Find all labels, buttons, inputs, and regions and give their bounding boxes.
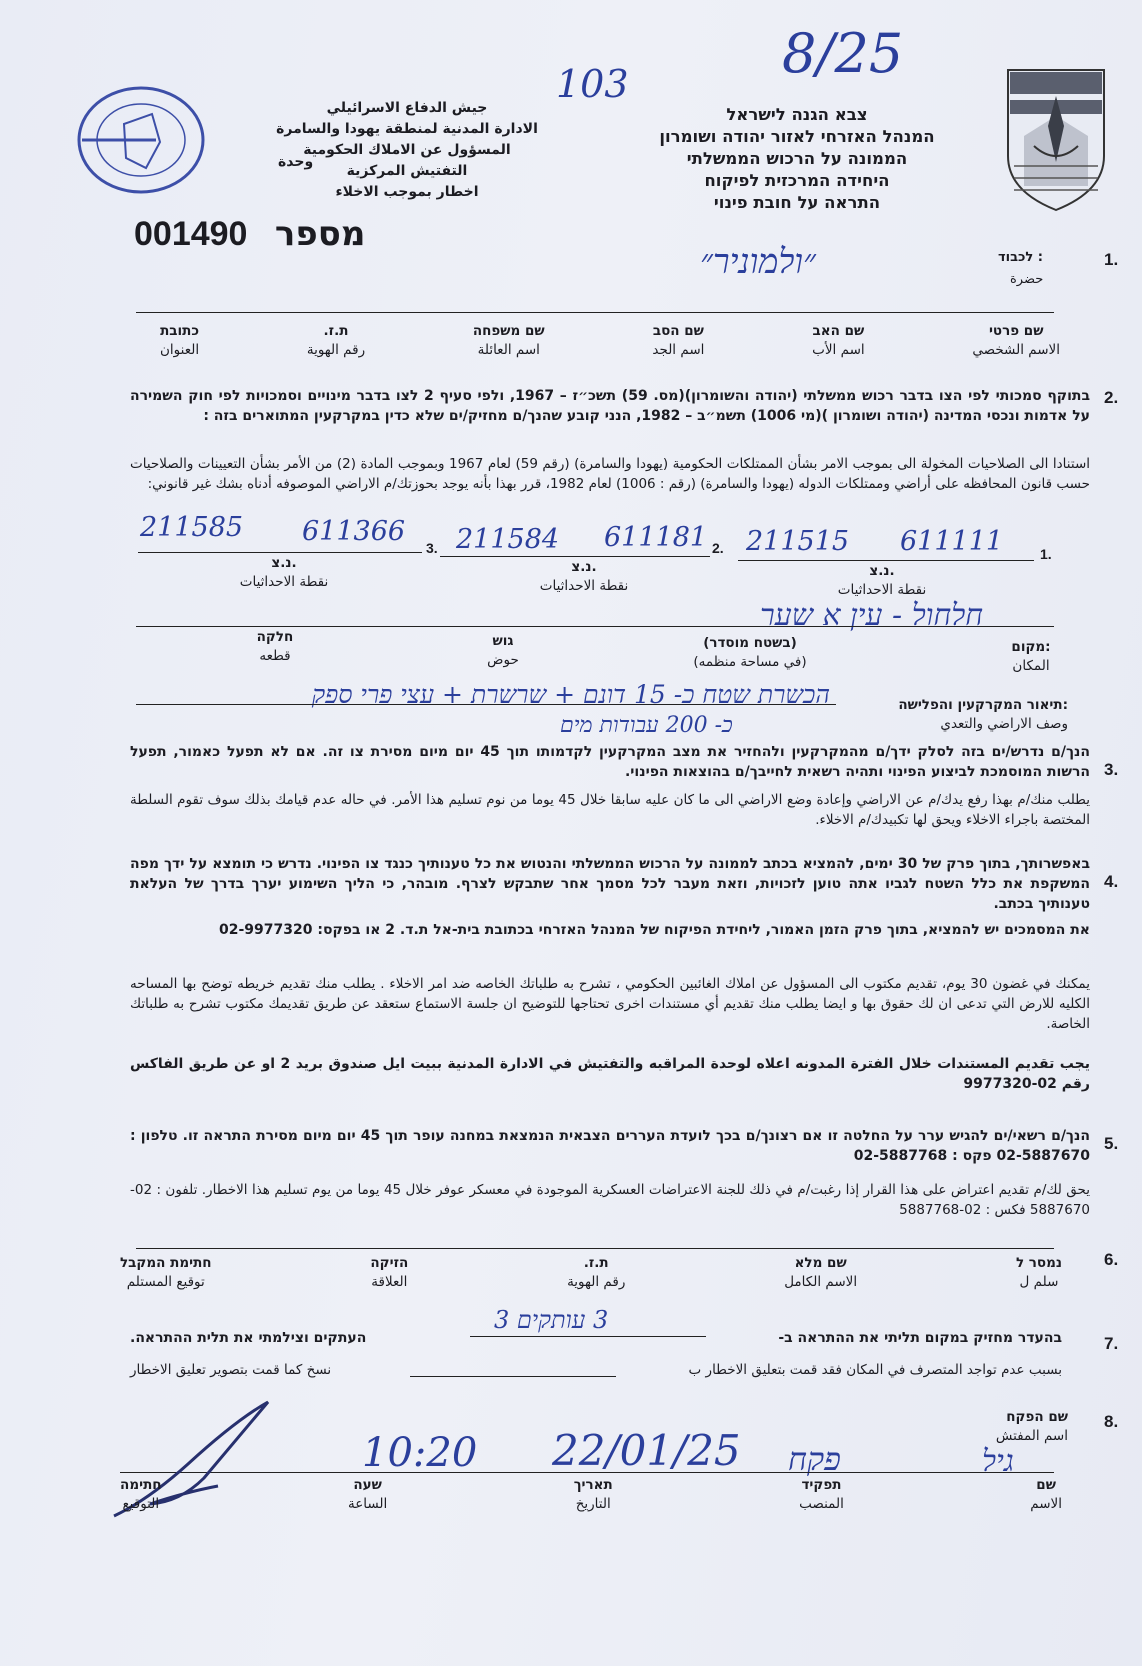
- section-6-line: [136, 1248, 1054, 1249]
- section-7-arabic-2: نسخ كما قمت بتصوير تعليق الاخطار: [130, 1362, 332, 1378]
- coord-3-x: 611366: [302, 516, 406, 547]
- section-3-hebrew: הנך/ם נדרש/ים בזה לסלק ידך/ם מהמקרקעין ולהחזיר את מצב המקרקעין לקדמותו תוך 45 יום מיום מסירת צו זה. אם לא תפעל כאמור, תפעל הרשות המוסמכת לביצוע הפינוי ותהיה רשאית לחייבך/ם בהוצאות הפינוי.: [130, 744, 1090, 780]
- field-time: שעה الساعة: [347, 1477, 388, 1512]
- recipient-handwritten: ״ולמוניר״: [700, 242, 816, 282]
- section-7-arabic-1: بسبب عدم تواجد المتصرف في المكان فقد قمت بتعليق الاخطار ب: [688, 1362, 1062, 1378]
- section-8-fields: [120, 1476, 1062, 1514]
- time-handwritten: 10:20: [362, 1430, 478, 1476]
- header-ar-line: اخطار بموجب الاخلاء: [335, 184, 479, 200]
- coord-3-y: 211585: [140, 512, 244, 543]
- section-2-arabic: استنادا الى الصلاحيات المخولة الى بموجب الامر بشأن الممتلكات الحكومية (يهودا والسامرة) (رقم 59) لعام 1967 وبموجب المادة (2) من الأمر بشأن التعيينات والصلاحيات حسب قانون المحافظه على أراضي وممتلكات الدوله (يهودا والسامرة) (رقم : 1006) لعام 1982، قرر بهذا بأنه يوجد بحوزتك/م الاراضي الموصوفه أدناه بشك غير قانوني:: [130, 456, 1091, 492]
- section-8-number: 8.: [1104, 1412, 1119, 1431]
- header-he-line: צבא הגנה לישראל: [726, 105, 868, 124]
- section-7-number: 7.: [1104, 1334, 1119, 1353]
- field-role: תפקיד المنصب: [799, 1477, 844, 1512]
- field-full-name: שם מלא الاسم الكامل: [784, 1255, 858, 1290]
- header-ar-line: الادارة المدنية لمنطقة يهودا والسامرة: [276, 121, 538, 137]
- field-father-name: שם האב اسم الأب: [812, 323, 865, 358]
- coord-3-line: [138, 552, 422, 553]
- section-2-hebrew: בתוקף סמכותי לפי הצו בדבר רכוש ממשלתי (יהודה והשומרון)(מס. 59) תשכ״ז – 1967, ולפי סעיף 2 לצו בדבר מינויים וסמכויות לפי חוק השמירה על אדמות ונכסי המדינה (יהודה ושומרון )(מי 1006) תשמ״ב – 1982, הנני קובע שהנך/ם מחזיק/ים שלא כדין במקרקעין המתוארים בזה :: [130, 388, 1090, 424]
- handwritten-code: 8/25: [782, 22, 904, 85]
- field-relation: הזיקה العلاقة: [370, 1255, 409, 1290]
- place-handwritten: חלחול - עין א שער: [760, 598, 983, 633]
- coord-2-label: נ.צ. نقطة الاحداثيات: [539, 559, 629, 594]
- header-ar-line: التفتيش المركزية: [346, 163, 468, 179]
- field-signature: חתימה التوقيع: [120, 1477, 162, 1512]
- field-name: שם الاسم: [1030, 1477, 1062, 1512]
- description-handwritten-2: כ- 200 עבודות מים: [560, 713, 733, 738]
- number-value: 001490: [134, 215, 248, 253]
- date-handwritten: 22/01/25: [552, 1426, 741, 1475]
- description-line: [136, 704, 836, 705]
- section-4-arabic-bold: يجب تقديم المستندات خلال الفترة المدونه اعلاه لوحدة المراقبه والتفتيش في الادارة المدنية ببيت ايل صندوق بريد 2 او عن طريق الفاكس رقم 02-9977320: [130, 1056, 1090, 1092]
- field-id: ת.ז. رقم الهوية: [567, 1255, 626, 1290]
- header-he-line: היחידה המרכזית לפיקוח: [704, 171, 890, 190]
- section-1-fields: [160, 322, 1060, 360]
- section-4-hebrew-bold: את המסמכים יש להמציא, בתוך פרק הזמן האמור, ליחידת הפיקוח של המנהל האזרחי בכתובת בית-אל ת.ד. 2 או בפקס: 02-9977320: [218, 922, 1090, 938]
- coord-3-label: נ.צ. نقطة الاحداثيات: [239, 555, 329, 590]
- coord-2-x: 611181: [604, 522, 708, 553]
- block-label: גוש حوض: [487, 633, 519, 668]
- section-5-hebrew: הנך/ם רשאי/ים להגיש ערר על החלטה זו אם רצונך/ם בכך לועדת העררים הצבאית הנמצאת במחנה עופר תוך 45 יום מיום מסירת התראה זו. טלפון : 02-5887670 פקס : 02-5887768: [130, 1128, 1090, 1164]
- header-he-line: הממונה על הרכוש הממשלתי: [686, 149, 908, 168]
- section-4-arabic: يمكنك في غضون 30 يوم، تقديم مكتوب الى المسؤول عن املاك الغائبين الحكومي ، تشرح به طلباتك الخاصه ضد امر الاخلاء . يطلب منك تقديم خريطه توضح بها المساحه الكليه للارض التي تدعى ان لك حقوق بها و ايضا يطلب منك تقديم أي مستندات اخرى تحتاجها للتوضيح ان جلسة الاستماع ستعقد عن طريق تقديمك مكتوب تشرح به طلباتك الخاصة.: [130, 976, 1090, 1032]
- coord-2-y: 211584: [456, 524, 560, 555]
- section-2-number: 2.: [1104, 388, 1119, 407]
- coord-1-index: 1.: [1040, 546, 1052, 562]
- field-date: תאריך التاريخ: [573, 1477, 613, 1512]
- ar-copies-line: [410, 1376, 616, 1377]
- section-6-number: 6.: [1104, 1250, 1119, 1269]
- coord-2-index: 2.: [712, 540, 724, 556]
- arabic-unit-label: وحدة: [278, 154, 314, 170]
- coord-1-line: [738, 560, 1034, 561]
- official-stamp: [74, 84, 208, 196]
- header-ar-line: المسؤول عن الاملاك الحكومية: [303, 142, 511, 158]
- description-label: תיאור המקרקעין והפלישה: وصف الاراضي والتعدي: [898, 697, 1068, 732]
- field-family-name: שם משפחה اسم العائلة: [472, 323, 545, 358]
- section-5-number: 5.: [1104, 1134, 1119, 1153]
- section-3-number: 3.: [1104, 760, 1119, 779]
- section-7-hebrew-2: העתקים וצילמתי את תלית ההתראה.: [130, 1330, 367, 1346]
- parcel-label: חלקה قطعه: [256, 629, 294, 664]
- field-recipient-signature: חתימת המקבל توقيع المستلم: [120, 1255, 212, 1290]
- hebrew-header: [610, 104, 984, 214]
- section-1-number: 1.: [1104, 250, 1119, 269]
- description-handwritten-1: הכשרת שטח כ- 15 דונם + שרשרת + עצי פרי ספק: [311, 680, 830, 709]
- field-delivered-to: נמסר ל سلم ل: [1015, 1255, 1062, 1290]
- to-he: לכבוד :: [998, 250, 1043, 265]
- section-4-number: 4.: [1104, 872, 1119, 891]
- copies-line: [470, 1336, 706, 1337]
- place-label: מקום: المكان: [1011, 639, 1051, 674]
- settled-label: (בשטח מוסדר) (في مساحة منظمه): [693, 635, 807, 670]
- document-number: [134, 214, 365, 254]
- inspector-label: שם הפקח اسم المفتش: [995, 1409, 1068, 1444]
- field-first-name: שם פרטי الاسم الشخصي: [972, 323, 1060, 358]
- field-id-number: ת.ז. رقم الهوية: [306, 323, 366, 358]
- recipient-line: [136, 312, 1054, 313]
- coord-1-label: נ.צ. نقطة الاحداثيات: [837, 563, 927, 598]
- header-he-line: התראה על חובת פינוי: [713, 193, 881, 212]
- section-5-arabic: يحق لك/م تقديم اعتراض على هذا القرار إذا رغبت/م في ذلك للجنة الاعتراضات العسكرية الموجودة في معسكر عوفر خلال 45 يوما من يوم تسليم هذا الاخطار. تلفون : 02-5887670 فكس : 02-5887768: [130, 1182, 1090, 1218]
- inspector-role-handwritten: פקח: [788, 1440, 841, 1478]
- place-line: [136, 626, 1054, 627]
- coord-3-index: 3.: [426, 540, 438, 556]
- coord-1-x: 611111: [900, 526, 1004, 557]
- section-4-hebrew: באפשרותך, בתוך פרק של 30 ימים, להמציא בכתב לממונה על הרכוש הממשלתי והנטוש את כל טענותיך כנגד צו הפינוי. נדרש כי תומצא על ידך מפה המשקפת את כלל השטח לגביו אתה טוען לזכויות, וזאת מעבר לכל מסמך אחר שתבקש לצרף. מובהר, כי הליך השימוע יערך בדרך של העלאת טענותיך בכתב.: [130, 856, 1090, 912]
- idf-emblem: [1004, 66, 1108, 214]
- header-ar-line: جيش الدفاع الاسرائيلي: [326, 100, 488, 116]
- field-address: כתובת العنوان: [160, 323, 200, 358]
- number-label: מספר: [274, 214, 366, 254]
- inspector-name-handwritten: גיל: [982, 1444, 1014, 1479]
- header-he-line: המנהל האזרחי לאזור יהודה ושומרון: [659, 127, 935, 146]
- arabic-header: [262, 98, 552, 203]
- handwritten-file-number: 103: [556, 62, 629, 106]
- copies-handwritten: 3 עותקים 3: [494, 1306, 609, 1334]
- coord-1-y: 211515: [746, 526, 850, 557]
- section-3-arabic: يطلب منك/م بهذا رفع يدك/م عن الاراضي وإعادة وضع الاراضي الى ما كان عليه سابقا خلال 45 يوما من نوم تسليم هذا الأمر. في حاله عدم قيامك بذلك سوف تقوم السلطة المختصة باجراء الاخلاء ويحق لها تكبيدك/م الاخلاء.: [130, 792, 1090, 828]
- coord-2-line: [440, 556, 710, 557]
- section-6-fields: [120, 1254, 1062, 1292]
- field-grandfather-name: שם הסב اسم الجد: [652, 323, 705, 358]
- to-ar: حضرة: [1010, 272, 1044, 287]
- section-7-hebrew-1: בהעדר מחזיק במקום תליתי את ההתראה ב-: [778, 1330, 1062, 1346]
